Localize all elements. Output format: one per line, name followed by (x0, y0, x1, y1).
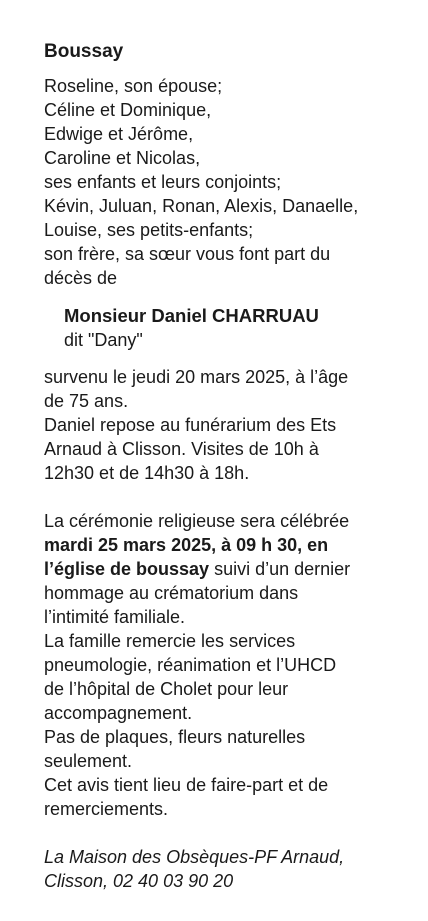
ceremony-line: seulement. (44, 751, 133, 771)
ceremony-church-line (44, 557, 404, 581)
obituary-notice (44, 40, 404, 893)
signature-line: La Maison des Obsèques-PF Arnaud, (44, 847, 345, 867)
ceremony-line: remerciements. (44, 799, 169, 819)
funeral-home-signature (44, 845, 404, 893)
ceremony-line: pneumologie, réanimation et l’UHCD (44, 655, 337, 675)
ceremony-line: l’intimité familiale. (44, 607, 186, 627)
ceremony-line: hommage au crématorium dans (44, 583, 299, 603)
ceremony-line: Cet avis tient lieu de faire-part et de (44, 775, 329, 795)
family-line: décès de (44, 268, 118, 288)
details-line: survenu le jeudi 20 mars 2025, à l’âge (44, 367, 349, 387)
ceremony-date-time: mardi 25 mars 2025, à 09 h 30, en (44, 535, 329, 555)
deceased-name: Monsieur Daniel CHARRUAU (64, 305, 319, 326)
ceremony-line: de l’hôpital de Cholet pour leur (44, 679, 289, 699)
ceremony-intro: La cérémonie religieuse sera célébrée (44, 511, 350, 531)
details-line: Arnaud à Clisson. Visites de 10h à (44, 439, 319, 459)
ceremony-line: accompagnement. (44, 703, 193, 723)
ceremony-line: La famille remercie les services (44, 631, 296, 651)
ceremony-after-church: suivi d’un dernier (209, 559, 351, 579)
signature-line: Clisson, 02 40 03 90 20 (44, 871, 234, 891)
family-line: Louise, ses petits-enfants; (44, 220, 254, 240)
family-line: Caroline et Nicolas, (44, 148, 201, 168)
ceremony-line: Pas de plaques, fleurs naturelles (44, 727, 306, 747)
family-line: Céline et Dominique, (44, 100, 212, 120)
deceased-block (64, 303, 404, 352)
family-line: Kévin, Juluan, Ronan, Alexis, Danaelle, (44, 196, 359, 216)
deceased-nickname: dit "Dany" (64, 330, 143, 350)
family-line: son frère, sa sœur vous font part du (44, 244, 331, 264)
details-block (44, 365, 404, 485)
details-line: 12h30 et de 14h30 à 18h. (44, 463, 250, 483)
details-line: de 75 ans. (44, 391, 129, 411)
family-line: Roseline, son épouse; (44, 76, 223, 96)
family-line: Edwige et Jérôme, (44, 124, 194, 144)
family-block (44, 74, 404, 290)
details-line: Daniel repose au funérarium des Ets (44, 415, 337, 435)
family-line: ses enfants et leurs conjoints; (44, 172, 282, 192)
ceremony-church: l’église de boussay (44, 559, 210, 579)
ceremony-block (44, 509, 404, 821)
paragraph-gap (44, 485, 404, 509)
place-heading: Boussay (44, 41, 124, 62)
